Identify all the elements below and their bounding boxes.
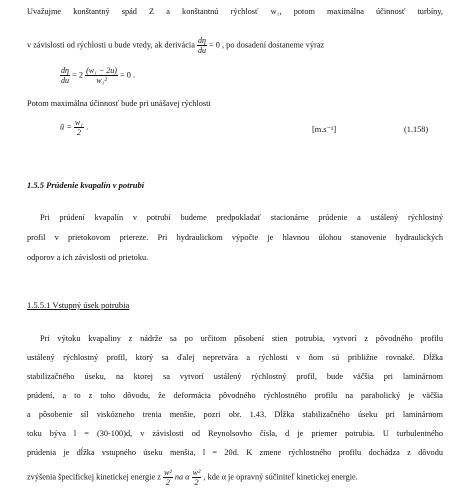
subsection-line-1: Pri výtoku kvapaliny z nádrže sa po určitom pôsobení stien potrubia, vytvorí z pôvodného profilu — [40, 334, 443, 343]
intro-line-2-pre: v závislosti od rýchlosti u bude vtedy, ak derivácia — [27, 40, 195, 50]
kinetic-fraction-1-denominator: 2 — [165, 478, 170, 487]
eq1-rhs-fraction — [85, 66, 118, 85]
kinetic-fraction-1-numerator: w² — [164, 468, 172, 477]
result-text: Potom maximálna účinnosť bude pri unášavej rýchlosti — [27, 99, 211, 108]
subsection-line-4: prúdení, a to z toho dôvodu, že deformácia pôvodného rýchlostného profilu na parabolický je väčšia — [27, 391, 443, 400]
derivative-denominator: du — [197, 46, 206, 55]
section-line-3: odporov a ich závislosti od prietoku. — [27, 253, 149, 262]
section-heading: 1.5.5 Prúdenie kvapalín v potrubí — [27, 180, 145, 190]
subsection-line-2: ustálený rýchlostný profil, ktorý sa ďalej nepretvára a rýchlosti v ňom sú približne rovnaké. Dĺžka — [27, 353, 443, 362]
eq1-factor: = 2 — [72, 70, 83, 80]
subsection-line-8 — [27, 468, 358, 487]
eq1-lhs-fraction — [60, 66, 70, 85]
subsection-heading: 1.5.5.1 Vstupný úsek potrubia — [27, 300, 130, 310]
eq2-fraction — [74, 118, 84, 137]
equation-1 — [60, 66, 135, 85]
kinetic-fraction-2 — [192, 468, 202, 487]
eq2-number: (1.158) — [404, 125, 429, 134]
line-8-mid: na α — [174, 472, 190, 482]
eq2-unit: [m.s⁻¹] — [312, 125, 337, 134]
section-line-1: Pri prúdení kvapalín v potrubí budeme predpokladať stacionárne prúdenie a ustálený rýchlostný — [40, 213, 443, 222]
eq2-denominator: 2 — [76, 128, 81, 137]
line-8-pre: zvýšenia špecifickej kinetickej energie z — [27, 472, 161, 482]
eq2-lhs: ū = — [60, 122, 72, 132]
eq1-tail: = 0 . — [119, 70, 136, 80]
derivative-fraction — [197, 36, 207, 55]
kinetic-fraction-1 — [163, 468, 173, 487]
kinetic-fraction-2-denominator: 2 — [194, 478, 199, 487]
eq1-lhs-denominator: du — [61, 76, 69, 85]
derivative-numerator: dη — [197, 36, 206, 45]
subsection-line-3: stabilizačného úseku, na ktorej sa vytvorí ustálený rýchlostný profil, bude väčšia pri laminárnom — [27, 372, 443, 381]
section-line-2: profil v prietokovom priereze. Pri hydraulickom výpočte je hlavnou úlohou stanovenie hydraulických — [27, 233, 443, 242]
eq1-rhs-numerator: (w₁ − 2u) — [86, 66, 117, 75]
eq1-lhs-numerator: dη — [61, 66, 69, 75]
subsection-line-5: a pôsobenie síl viskózneho trenia menšie, pozri obr. 1.43. Dĺžka stabilizačného úseku pri laminárnom — [27, 410, 443, 419]
intro-line-1: Uvažujme konštantný spád Z a konštantnú rýchlosť w₁, potom maximálna účinnosť turbíny, — [27, 7, 443, 16]
eq2-tail: . — [86, 122, 89, 132]
subsection-line-7: prúdenia je dĺžka vstupného úseku menšia, l = 20d. K zmene rýchlostného profilu dochádza z dôvodu — [27, 448, 443, 457]
kinetic-fraction-2-numerator: w² — [192, 468, 201, 477]
eq2-numerator: w₁ — [74, 118, 84, 127]
intro-line-2 — [27, 36, 324, 55]
intro-line-2-post: = 0 , po dosadení dostaneme výraz — [209, 40, 325, 50]
equation-2 — [60, 118, 88, 137]
line-8-post: , kde α je opravný súčiniteľ kinetickej energie. — [203, 472, 358, 482]
subsection-line-6: toku býva l = (30-100)d, v závislosti od Reynolsovho čísla, d je priemer potrubia. U turbulentného — [27, 429, 443, 438]
eq1-rhs-denominator: w₁² — [96, 76, 107, 85]
